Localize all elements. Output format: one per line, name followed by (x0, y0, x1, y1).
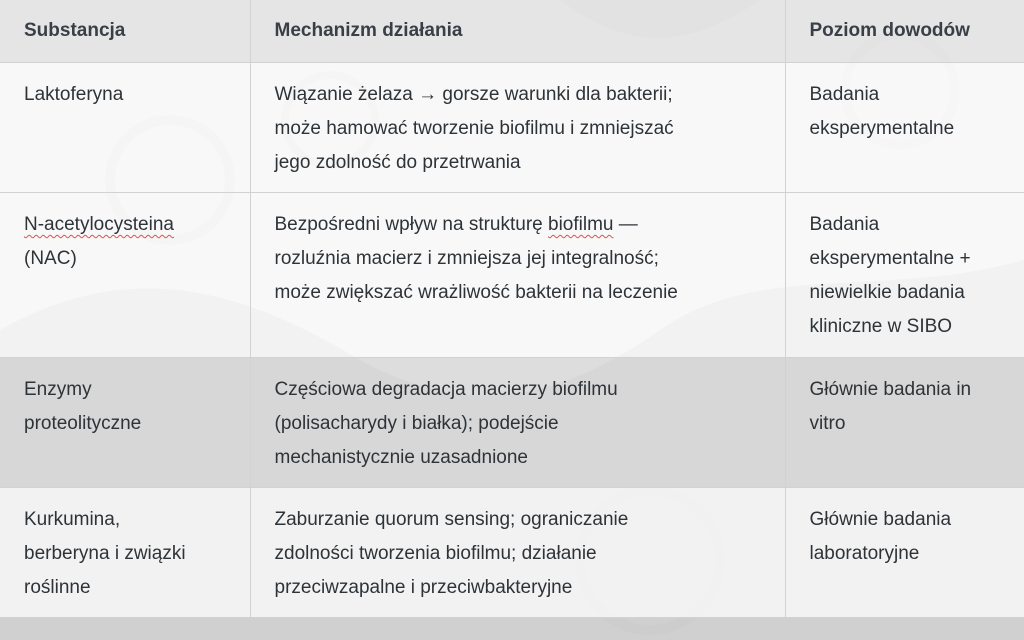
evidence-cell (785, 358, 1024, 488)
cell-line: rozluźnia macierz i zmniejsza jej integralność; (274, 248, 659, 269)
cell-line: eksperymentalne (809, 118, 955, 139)
cell-line: (NAC) (24, 248, 77, 269)
cell-line: proteolityczne (24, 413, 142, 434)
mechanism-cell (250, 193, 785, 358)
cell-line: roślinne (24, 577, 91, 598)
text-segment-spellcheck: biofilmu (548, 214, 614, 235)
cell-line: mechanistycznie uzasadnione (274, 447, 528, 468)
cell-line: Głównie badania in (809, 379, 972, 400)
evidence-cell (785, 63, 1024, 193)
cell-line: może hamować tworzenie biofilmu i zmniejszać (274, 118, 674, 139)
table-header-row (0, 0, 1024, 63)
text-segment: — (613, 214, 638, 235)
cell-line: eksperymentalne + (809, 248, 971, 269)
cell-line: kliniczne w SIBO (809, 316, 953, 337)
mechanism-cell (250, 63, 785, 193)
cell-line: laboratoryjne (809, 543, 920, 564)
substance-cell (0, 63, 250, 193)
cell-line: vitro (809, 413, 846, 434)
cell-line (275, 208, 761, 242)
table-row (0, 358, 1024, 488)
cell-line: Laktoferyna (24, 84, 124, 105)
cell-line: może zwiększać wrażliwość bakterii na leczenie (274, 282, 678, 303)
cell-line: Zaburzanie quorum sensing; ograniczanie (274, 509, 629, 530)
table-row (0, 63, 1024, 193)
cell-line: Wiązanie żelaza → gorsze warunki dla bakterii; (274, 84, 673, 105)
header-mechanism: Mechanizm działania (250, 0, 785, 63)
table-row (0, 193, 1024, 358)
cell-line: niewielkie badania (809, 282, 965, 303)
substance-cell (0, 193, 250, 358)
cell-line: przeciwzapalne i przeciwbakteryjne (274, 577, 573, 598)
cell-line: berberyna i związki (24, 543, 186, 564)
evidence-cell (785, 488, 1024, 618)
cell-line: Badania (809, 214, 880, 235)
table-row (0, 488, 1024, 618)
cell-line: Badania (809, 84, 880, 105)
cell-line: Częściowa degradacja macierzy biofilmu (274, 379, 618, 400)
cell-line: jego zdolność do przetrwania (274, 152, 521, 173)
substance-cell (0, 488, 250, 618)
cell-line-spellcheck: N-acetylocysteina (24, 214, 174, 235)
text-segment: Bezpośredni wpływ na strukturę (274, 214, 549, 235)
cell-line: (polisacharydy i białka); podejście (274, 413, 559, 434)
mechanism-cell (250, 358, 785, 488)
cell-line: Enzymy (24, 379, 92, 400)
cell-line: Kurkumina, (24, 509, 121, 530)
cell-line: zdolności tworzenia biofilmu; działanie (274, 543, 597, 564)
mechanism-cell (250, 488, 785, 618)
cell-line: Głównie badania (809, 509, 952, 530)
substance-cell (0, 358, 250, 488)
evidence-cell (785, 193, 1024, 358)
header-evidence: Poziom dowodów (785, 0, 1024, 63)
header-substance: Substancja (0, 0, 250, 63)
